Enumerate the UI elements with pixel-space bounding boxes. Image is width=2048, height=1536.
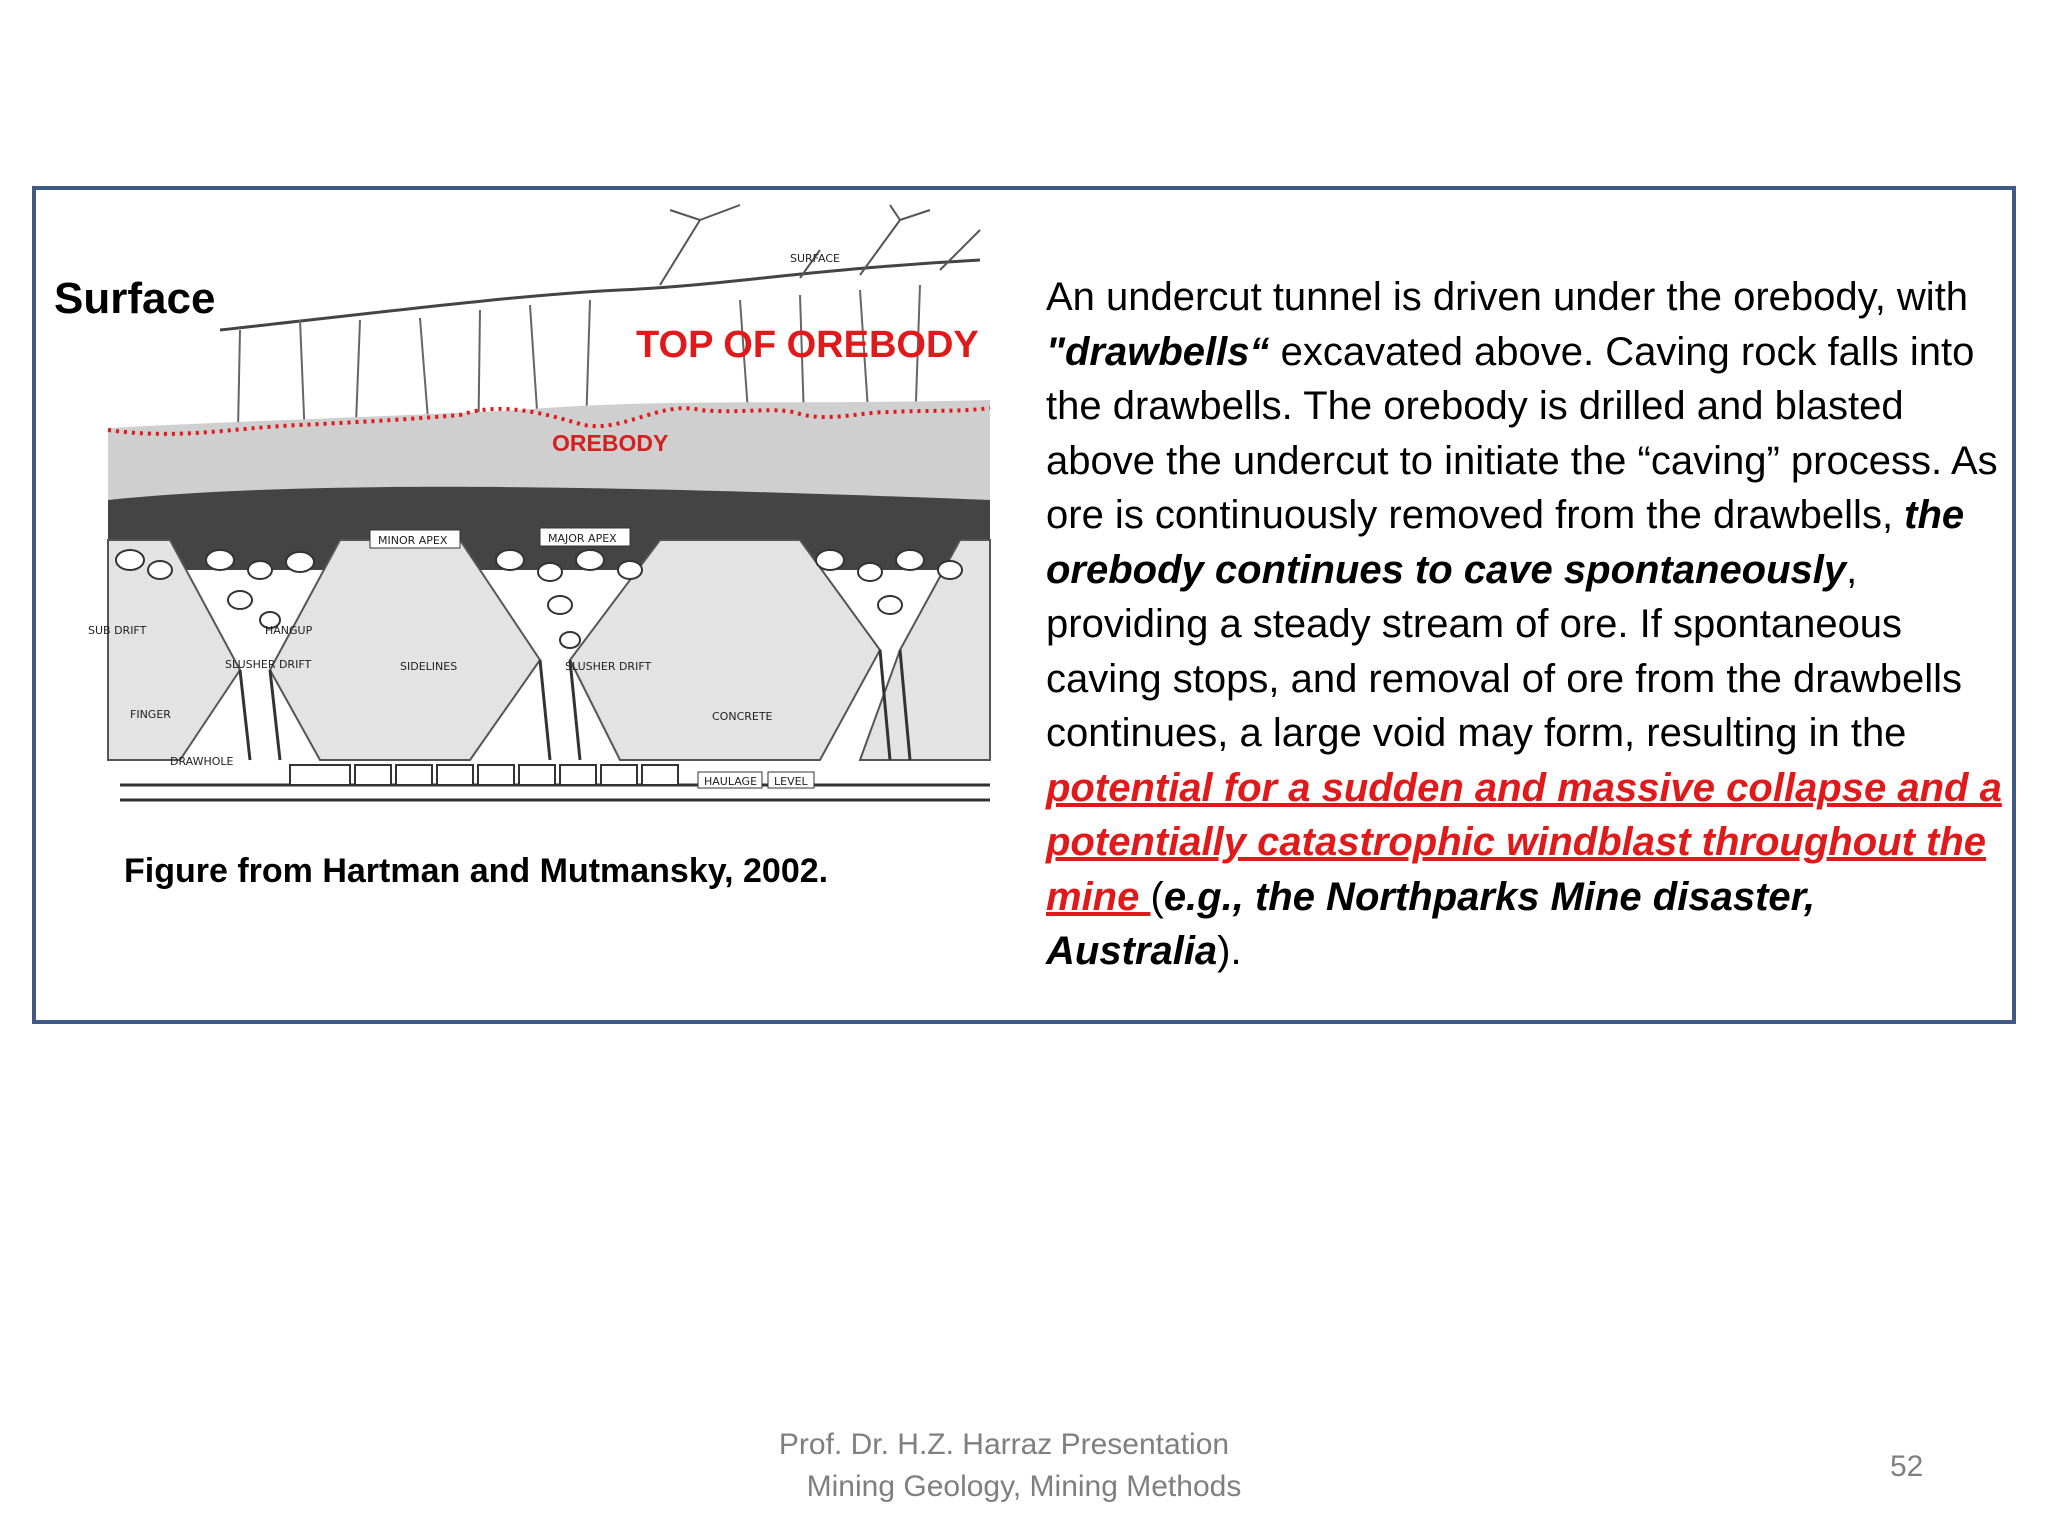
text-part-4: ( (1150, 874, 1164, 919)
text-part-3: , providing a steady stream of ore. If spontaneous caving stops, and removal of ore from the drawbells continues, a large void may form, resulting in the (1046, 547, 1962, 755)
diagram-label-level: LEVEL (774, 775, 808, 788)
diagram-label-sub-drift: SUB DRIFT (88, 624, 147, 637)
drawbells-term: "drawbells“ (1046, 329, 1270, 374)
ore-cars (290, 765, 678, 785)
diagram-label-haulage: HAULAGE (704, 775, 758, 788)
orebody-label: OREBODY (552, 430, 669, 456)
diagram-label-surface: SURFACE (790, 252, 840, 265)
diagram-label-slusher-drift-1: SLUSHER DRIFT (225, 658, 312, 671)
diagram-label-sidelines: SIDELINES (400, 660, 458, 673)
text-part-5: ). (1217, 929, 1242, 973)
footer-course: Mining Geology, Mining Methods (806, 1470, 1242, 1503)
text-part-2: excavated above. Caving rock falls into the drawbells. The orebody is drilled and blasted above the undercut to initiate the “caving” process. As ore is continuously removed from the drawbells, (1046, 329, 1998, 537)
collapse-warning: potential for a sudden and massive collapse and a potentially catastrophic windblast throughout the mine (1046, 765, 2002, 919)
surface-line (220, 260, 980, 330)
diagram-label-hangup: HANGUP (265, 624, 313, 637)
diagram-label-minor-apex: MINOR APEX (378, 534, 448, 547)
page-number: 52 (1890, 1450, 1924, 1483)
diagram-label-concrete: CONCRETE (712, 710, 773, 723)
top-of-orebody-label: TOP OF OREBODY (636, 324, 979, 366)
footer-presenter: Prof. Dr. H.Z. Harraz Presentation (778, 1428, 1230, 1461)
diagram-label-slusher-drift-2: SLUSHER DRIFT (565, 660, 652, 673)
surface-label: Surface (54, 274, 216, 323)
haulage-level (120, 785, 990, 800)
block-caving-description (1046, 270, 2006, 979)
figure-caption: Figure from Hartman and Mutmansky, 2002. (124, 852, 829, 890)
northparks-example: e.g., the Northparks Mine disaster, Australia (1046, 874, 1816, 973)
block-caving-diagram (88, 200, 1000, 840)
diagram-label-major-apex: MAJOR APEX (548, 532, 617, 545)
text-part-1: An undercut tunnel is driven under the orebody, with (1046, 275, 1969, 319)
cave-spontaneously-phrase: the orebody continues to cave spontaneously (1046, 493, 1965, 592)
diagram-label-drawhole: DRAWHOLE (170, 755, 234, 768)
diagram-label-finger: FINGER (130, 708, 171, 721)
